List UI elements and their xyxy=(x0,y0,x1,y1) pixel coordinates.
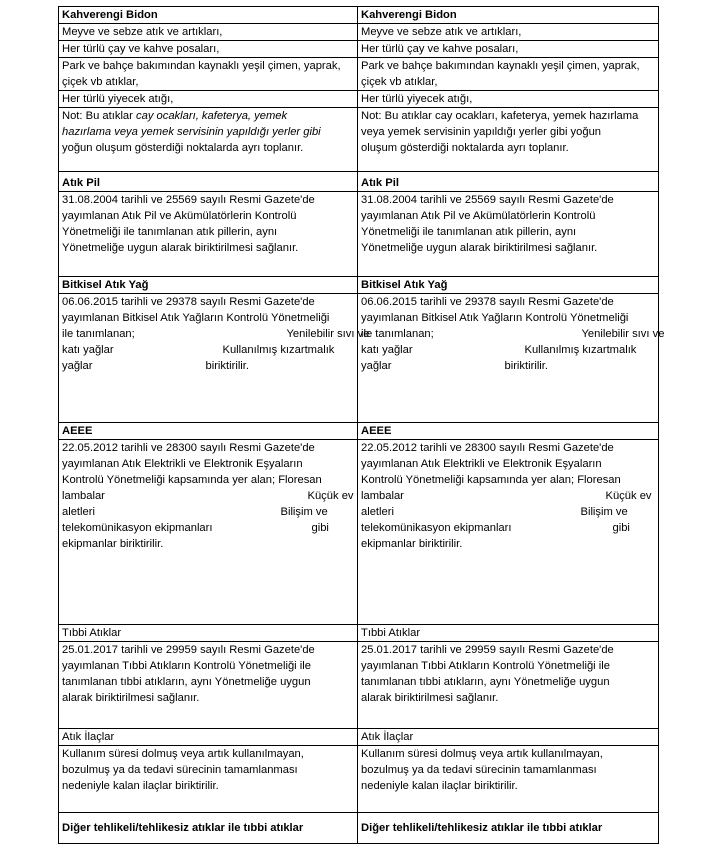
text-line: yayımlanan Atık Pil ve Akümülatörlerin Kontrolü xyxy=(361,210,596,222)
text-line: yayımlanan Atık Pil ve Akümülatörlerin Kontrolü xyxy=(62,210,297,222)
text-line: 31.08.2004 tarihli ve 25569 sayılı Resmi Gazete'de xyxy=(361,194,614,206)
text-part: aletleri xyxy=(62,506,95,518)
note-line2 xyxy=(62,124,357,140)
brown-bin-row2-right: Her türlü çay ve kahve posaları, xyxy=(358,41,659,58)
text-part: katı yağlar xyxy=(62,344,114,356)
weee-text-right xyxy=(358,440,659,625)
brown-bin-row3-line1: Park ve bahçe bakımından kaynaklı yeşil çimen, yaprak, xyxy=(361,60,640,72)
medicine-title-left: Atık İlaçlar xyxy=(59,729,358,746)
brown-bin-row4-left: Her türlü yiyecek atığı, xyxy=(59,91,358,108)
text-part: Kullanılmış kızartmalık xyxy=(524,344,637,356)
weee-title-left: AEEE xyxy=(59,423,358,440)
text-line xyxy=(361,358,658,374)
text-part: yağlar xyxy=(361,360,392,372)
text-line xyxy=(62,342,357,358)
waste-collection-table xyxy=(58,6,665,844)
other-waste-title-right: Diğer tehlikeli/tehlikesiz atıklar ile tıbbi atıklar xyxy=(358,813,659,844)
text-line: Kontrolü Yönetmeliği kapsamında yer alan; Floresan xyxy=(361,474,621,486)
text-line: yayımlanan Atık Elektrikli ve Elektronik Eşyaların xyxy=(62,458,303,470)
text-line xyxy=(62,520,357,536)
medicine-text-left xyxy=(59,746,358,813)
text-part: yağlar xyxy=(62,360,93,372)
medical-title-left: Tıbbi Atıklar xyxy=(59,625,358,642)
other-waste-title-left: Diğer tehlikeli/tehlikesiz atıklar ile tıbbi atıklar xyxy=(59,813,358,844)
text-line: 22.05.2012 tarihli ve 28300 sayılı Resmi Gazete'de xyxy=(361,442,614,454)
text-line: Yönetmeliği ile tanımlanan atık pillerin, aynı xyxy=(62,226,278,238)
brown-bin-note-left xyxy=(59,108,358,172)
note-prefix: Not: Bu atıklar xyxy=(62,110,136,122)
text-line: yayımlanan Atık Elektrikli ve Elektronik Eşyaların xyxy=(361,458,602,470)
text-part: aletleri xyxy=(361,506,394,518)
text-line xyxy=(62,504,357,520)
note-line1: Not: Bu atıklar cay ocakları, kafeterya, yemek hazırlama xyxy=(361,110,639,122)
text-part: lambalar xyxy=(62,490,105,502)
text-line: Yönetmeliğe uygun alarak biriktirilmesi sağlanır. xyxy=(62,242,299,254)
vegetable-oil-text-left xyxy=(59,294,370,423)
note-italic-2: hazırlama veya yemek servisinin yapıldığı yerler gibi xyxy=(62,126,321,138)
medical-title-right: Tıbbi Atıklar xyxy=(358,625,659,642)
vegetable-oil-title-right: Bitkisel Atık Yağ xyxy=(358,277,659,294)
text-line: 06.06.2015 tarihli ve 29378 sayılı Resmi Gazete'de xyxy=(62,296,315,308)
brown-bin-note-right xyxy=(358,108,659,172)
weee-text-left xyxy=(59,440,358,625)
brown-bin-row4-right: Her türlü yiyecek atığı, xyxy=(358,91,659,108)
brown-bin-row1-left: Meyve ve sebze atık ve artıkları, xyxy=(59,24,358,41)
text-line: tanımlanan tıbbi atıkların, aynı Yönetmeliğe uygun xyxy=(62,676,311,688)
text-part: Küçük ev xyxy=(605,490,652,502)
text-line: Yönetmeliği ile tanımlanan atık pillerin, aynı xyxy=(361,226,577,238)
medical-text-left xyxy=(59,642,358,729)
text-line: nedeniyle kalan ilaçlar biriktirilir. xyxy=(62,780,219,792)
text-line: 31.08.2004 tarihli ve 25569 sayılı Resmi Gazete'de xyxy=(62,194,315,206)
text-part: Yenilebilir sıvı ve xyxy=(286,328,370,340)
text-line xyxy=(361,326,665,342)
note-line3: oluşum gösterdiği noktalarda ayrı toplanır. xyxy=(361,142,569,154)
medicine-title-right: Atık İlaçlar xyxy=(358,729,659,746)
battery-title-right: Atık Pil xyxy=(358,172,659,192)
text-line: 25.01.2017 tarihli ve 29959 sayılı Resmi Gazete'de xyxy=(62,644,315,656)
text-line: 06.06.2015 tarihli ve 29378 sayılı Resmi Gazete'de xyxy=(361,296,614,308)
text-part: Bilişim ve xyxy=(580,506,628,518)
medicine-text-right xyxy=(358,746,659,813)
brown-bin-row2-left: Her türlü çay ve kahve posaları, xyxy=(59,41,358,58)
battery-title-left: Atık Pil xyxy=(59,172,358,192)
text-part: telekomünikasyon ekipmanları xyxy=(62,522,213,534)
text-part: katı yağlar xyxy=(361,344,413,356)
brown-bin-row1-right: Meyve ve sebze atık ve artıkları, xyxy=(358,24,659,41)
text-line xyxy=(361,342,658,358)
text-line xyxy=(361,520,658,536)
text-part: ile tanımlanan; xyxy=(361,328,434,340)
text-part: biriktirilir. xyxy=(504,360,549,372)
text-line: nedeniyle kalan ilaçlar biriktirilir. xyxy=(361,780,518,792)
text-part: Kullanılmış kızartmalık xyxy=(222,344,335,356)
battery-text-left xyxy=(59,192,358,277)
battery-text-right xyxy=(358,192,659,277)
note-italic-1: cay ocakları, kafeterya, yemek xyxy=(136,110,288,122)
text-part: Bilişim ve xyxy=(280,506,328,518)
text-line: alarak biriktirilmesi sağlanır. xyxy=(361,692,499,704)
brown-bin-title-left: Kahverengi Bidon xyxy=(59,7,358,24)
vegetable-oil-title-left: Bitkisel Atık Yağ xyxy=(59,277,358,294)
text-line: 25.01.2017 tarihli ve 29959 sayılı Resmi Gazete'de xyxy=(361,644,614,656)
text-line: alarak biriktirilmesi sağlanır. xyxy=(62,692,200,704)
text-line: yayımlanan Bitkisel Atık Yağların Kontrolü Yönetmeliği xyxy=(62,312,330,324)
medical-text-right xyxy=(358,642,659,729)
text-part: Küçük ev xyxy=(307,490,354,502)
text-part: Yenilebilir sıvı ve xyxy=(581,328,665,340)
text-line: ekipmanlar biriktirilir. xyxy=(62,538,164,550)
brown-bin-title-right: Kahverengi Bidon xyxy=(358,7,659,24)
text-part: lambalar xyxy=(361,490,404,502)
brown-bin-row3-line2: çiçek vb atıklar, xyxy=(62,76,139,88)
text-line: bozulmuş ya da tedavi sürecinin tamamlanması xyxy=(62,764,298,776)
text-line xyxy=(62,358,357,374)
text-line xyxy=(62,488,357,504)
note-line1 xyxy=(62,108,357,124)
text-line: Kullanım süresi dolmuş veya artık kullanılmayan, xyxy=(62,748,304,760)
brown-bin-row3-line2: çiçek vb atıklar, xyxy=(361,76,438,88)
text-part: ile tanımlanan; xyxy=(62,328,135,340)
brown-bin-row3-right xyxy=(358,58,659,91)
text-part: gibi xyxy=(311,522,329,534)
text-part: telekomünikasyon ekipmanları xyxy=(361,522,512,534)
vegetable-oil-text-right xyxy=(358,294,665,423)
text-line xyxy=(361,504,658,520)
text-line: yayımlanan Tıbbi Atıkların Kontrolü Yönetmeliği ile xyxy=(62,660,311,672)
text-part: biriktirilir. xyxy=(205,360,250,372)
note-line3: yoğun oluşum gösterdiği noktalarda ayrı toplanır. xyxy=(62,142,304,154)
weee-title-right: AEEE xyxy=(358,423,659,440)
text-line xyxy=(62,326,370,342)
text-line xyxy=(361,488,658,504)
text-line: tanımlanan tıbbi atıkların, aynı Yönetmeliğe uygun xyxy=(361,676,610,688)
text-line: Kontrolü Yönetmeliği kapsamında yer alan; Floresan xyxy=(62,474,322,486)
text-line: yayımlanan Tıbbi Atıkların Kontrolü Yönetmeliği ile xyxy=(361,660,610,672)
brown-bin-row3-left xyxy=(59,58,358,91)
text-part: gibi xyxy=(612,522,630,534)
brown-bin-row3-line1: Park ve bahçe bakımından kaynaklı yeşil çimen, yaprak, xyxy=(62,60,341,72)
text-line: 22.05.2012 tarihli ve 28300 sayılı Resmi Gazete'de xyxy=(62,442,315,454)
text-line: bozulmuş ya da tedavi sürecinin tamamlanması xyxy=(361,764,597,776)
text-line: ekipmanlar biriktirilir. xyxy=(361,538,463,550)
note-line2: veya yemek servisinin yapıldığı yerler gibi yoğun xyxy=(361,126,602,138)
text-line: yayımlanan Bitkisel Atık Yağların Kontrolü Yönetmeliği xyxy=(361,312,629,324)
text-line: Kullanım süresi dolmuş veya artık kullanılmayan, xyxy=(361,748,603,760)
text-line: Yönetmeliğe uygun alarak biriktirilmesi sağlanır. xyxy=(361,242,598,254)
